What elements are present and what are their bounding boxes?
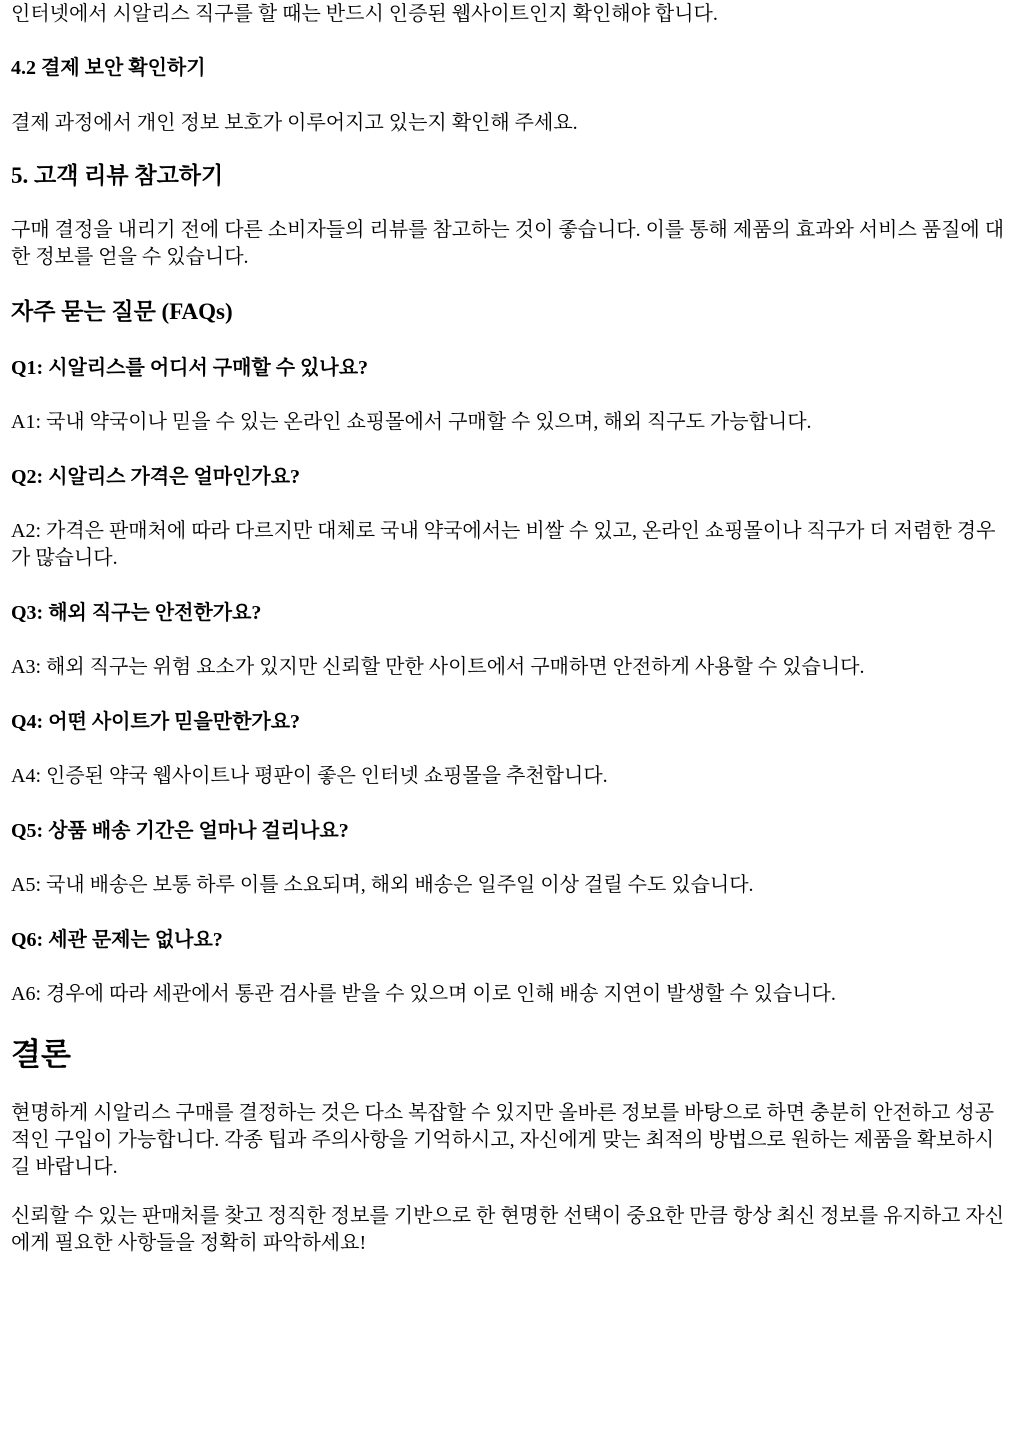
faq-heading: 자주 묻는 질문 (FAQs): [11, 299, 233, 324]
intro-paragraph: 인터넷에서 시알리스 직구를 할 때는 반드시 인증된 웹사이트인지 확인해야 합니다.: [11, 3, 718, 25]
faq-answer-5: A5: 국내 배송은 보통 하루 이틀 소요되며, 해외 배송은 일주일 이상 걸릴 수도 있습니다.: [11, 874, 754, 896]
faq-question-2: Q2: 시알리스 가격은 얼마인가요?: [11, 466, 301, 488]
faq-answer-3: A3: 해외 직구는 위험 요소가 있지만 신뢰할 만한 사이트에서 구매하면 안전하게 사용할 수 있습니다.: [11, 656, 865, 678]
section-heading-customer-reviews: 5. 고객 리뷰 참고하기: [11, 163, 224, 188]
faq-answer-2: A2: 가격은 판매처에 따라 다르지만 대체로 국내 약국에서는 비쌀 수 있고, 온라인 쇼핑몰이나 직구가 더 저렴한 경우가 많습니다.: [11, 520, 996, 569]
conclusion-paragraph-2: 신뢰할 수 있는 판매처를 찾고 정직한 정보를 기반으로 한 현명한 선택이 중요한 만큼 항상 최신 정보를 유지하고 자신에게 필요한 사항들을 정확히 파악하세요!: [11, 1205, 1005, 1254]
faq-question-4: Q4: 어떤 사이트가 믿을만한가요?: [11, 711, 301, 733]
conclusion-heading: 결론: [11, 1037, 71, 1072]
faq-question-1: Q1: 시알리스를 어디서 구매할 수 있나요?: [11, 357, 369, 379]
section-paragraph-customer-reviews: 구매 결정을 내리기 전에 다른 소비자들의 리뷰를 참고하는 것이 좋습니다. 이를 통해 제품의 효과와 서비스 품질에 대한 정보를 얻을 수 있습니다.: [11, 219, 1005, 268]
faq-answer-4: A4: 인증된 약국 웹사이트나 평판이 좋은 인터넷 쇼핑몰을 추천합니다.: [11, 765, 608, 787]
faq-question-3: Q3: 해외 직구는 안전한가요?: [11, 602, 262, 624]
faq-answer-6: A6: 경우에 따라 세관에서 통관 검사를 받을 수 있으며 이로 인해 배송 지연이 발생할 수 있습니다.: [11, 983, 836, 1005]
conclusion-paragraph-1: 현명하게 시알리스 구매를 결정하는 것은 다소 복잡할 수 있지만 올바른 정보를 바탕으로 하면 충분히 안전하고 성공적인 구입이 가능합니다. 각종 팁과 주의사항을 기억하시고, 자신에게 맞는 최적의 방법으로 원하는 제품을 확보하시길 바랍니다.: [11, 1102, 995, 1178]
section-heading-payment-security: 4.2 결제 보안 확인하기: [11, 57, 206, 79]
faq-question-5: Q5: 상품 배송 기간은 얼마나 걸리나요?: [11, 820, 349, 842]
faq-answer-1: A1: 국내 약국이나 믿을 수 있는 온라인 쇼핑몰에서 구매할 수 있으며, 해외 직구도 가능합니다.: [11, 411, 812, 433]
faq-question-6: Q6: 세관 문제는 없나요?: [11, 929, 223, 951]
section-paragraph-payment-security: 결제 과정에서 개인 정보 보호가 이루어지고 있는지 확인해 주세요.: [11, 112, 578, 134]
